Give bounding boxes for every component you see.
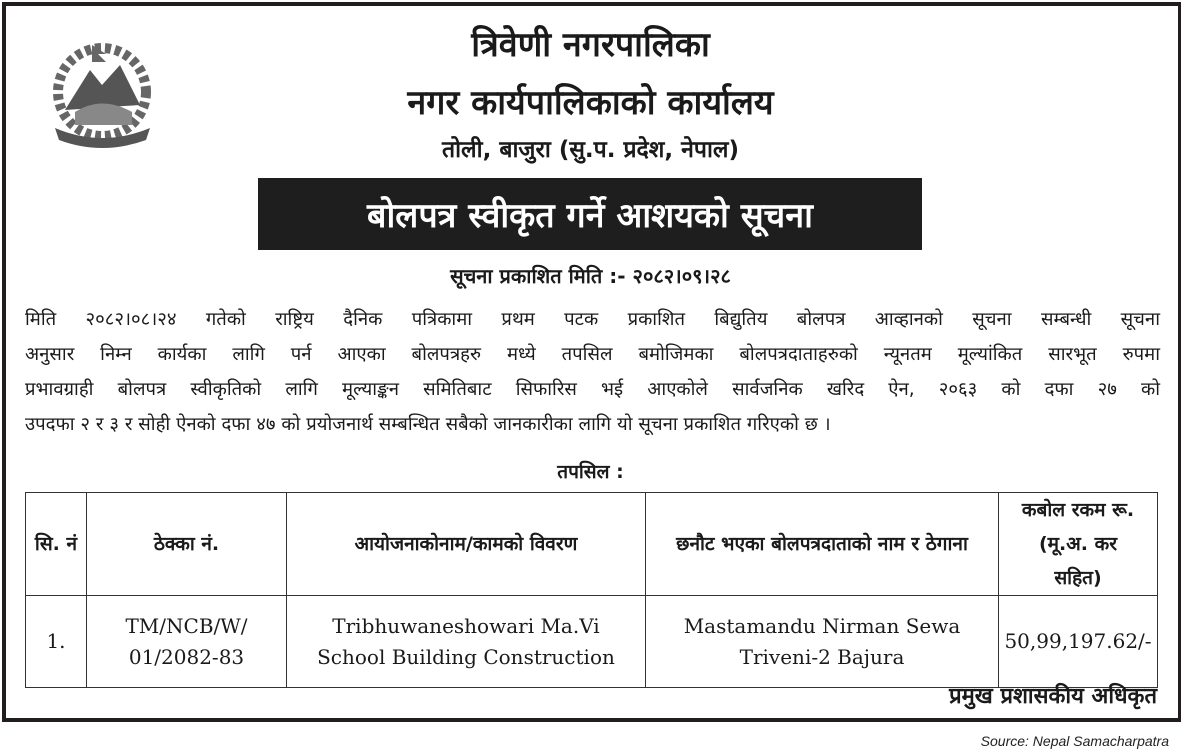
header-bidder: छनौट भएका बोलपत्रदाताको नाम र ठेगाना [646,493,999,596]
source-credit: Source: Nepal Samacharpatra [980,733,1169,749]
notice-body [25,302,1160,442]
header-project: आयोजनाकोनाम/कामको विवरण [287,493,646,596]
office-address: तोली, बाजुरा (सु.प. प्रदेश, नेपाल) [441,137,740,163]
cell-sn: 1. [26,596,87,688]
cell-project: Tribhuwaneshowari Ma.Vi School Building Construction [287,596,646,688]
header-amount: कबोल रकम रू. (मू.अ. कर सहित) [999,493,1158,596]
bid-table [25,492,1158,688]
header-sn: सि. नं [26,493,87,596]
body-line: मिति २०८२।०८।२४ गतेको राष्ट्रिय दैनिक पत्रिकामा प्रथम पटक प्रकाशित बिद्युतिय बोलपत्र आव्हानको सूचना सम्बन्धी सूचना [25,309,1160,330]
municipality-name: त्रिवेणी नगरपालिका [471,25,710,65]
notice-title-banner [258,178,922,250]
notice-title: बोलपत्र स्वीकृत गर्ने आशयको सूचना [367,196,813,236]
cell-contract-no: TM/NCB/W/ 01/2082-83 [87,596,287,688]
office-name: नगर कार्यपालिकाको कार्यालय [407,83,774,123]
signatory: प्रमुख प्रशासकीय अधिकृत [949,684,1157,709]
published-date: २०८२।०९।२८ [632,264,731,288]
cell-bidder: Mastamandu Nirman Sewa Triveni-2 Bajura [646,596,999,688]
body-line: प्रभावग्राही बोलपत्र स्वीकृतिको लागि मूल्याङ्कन समितिबाट सिफारिस भई आएकोले सार्वजनिक खरिद ऐन, २०६३ को दफा २७ को [25,379,1160,400]
table-row [26,596,1158,688]
body-line: अनुसार निम्न कार्यका लागि पर्न आएका बोलपत्रहरु मध्ये तपसिल बमोजिमका बोलपत्रदाताहरुको न्यूनतम मूल्यांकित सारभूत रुपमा [25,344,1160,365]
cell-amount: 50,99,197.62/- [999,596,1158,688]
table-header-row [26,493,1158,596]
schedule-label: तपसिल : [557,461,624,483]
header-contract-no: ठेक्का नं. [87,493,287,596]
published-date-label: सूचना प्रकाशित मिति :- [450,264,626,288]
body-line: उपदफा २ र ३ र सोही ऐनको दफा ४७ को प्रयोजनार्थ सम्बन्धित सबैको जानकारीका लागि यो सूचना प्रकाशित गरिएको छ । [25,414,831,435]
published-date-line [0,262,1181,289]
